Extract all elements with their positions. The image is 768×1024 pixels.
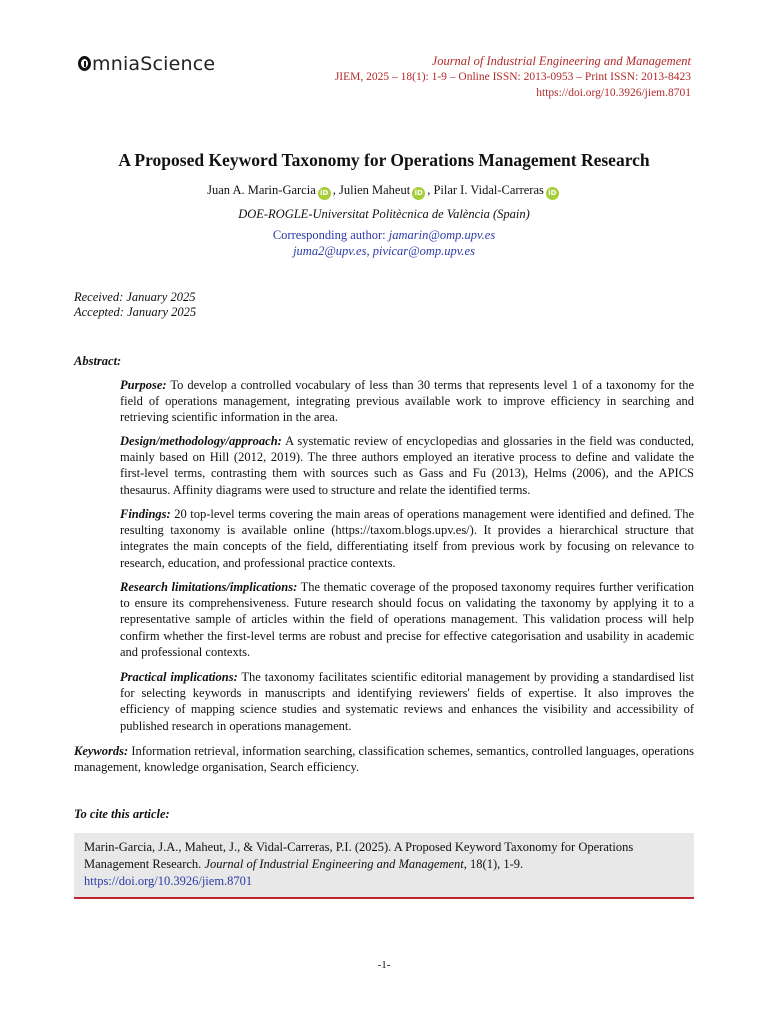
page-number: -1- bbox=[377, 959, 391, 971]
article-title: A Proposed Keyword Taxonomy for Operations Management Research bbox=[118, 150, 650, 170]
author-name: , Julien Maheut bbox=[332, 183, 411, 197]
section-text: 20 top-level terms covering the main areas of operations management were identified and defined. The resulting taxonomy is available online (https://taxom.blogs.upv.es/). It provides a hierarchical structure that integrates the main concepts of the field, differentiating itself from previous work by focusing on relevance to research, education, and professional practice contexts. bbox=[120, 507, 694, 570]
section-text: The taxonomy facilitates scientific editorial management by providing a standardised list for selecting keywords in manuscripts and identifying reviewers' fields of expertise. It also improves the efficiency of mapping science studies and systematic reviews and enhances the visibility and accessibility of published research in operations management. bbox=[120, 670, 694, 733]
section-label: Design/methodology/approach: bbox=[120, 434, 282, 448]
citation-journal: Journal of Industrial Engineering and Management bbox=[204, 857, 464, 871]
section-label: Research limitations/implications: bbox=[120, 580, 298, 594]
corresponding-author bbox=[0, 227, 768, 259]
keywords bbox=[74, 743, 694, 775]
section-label: Practical implications: bbox=[120, 670, 238, 684]
journal-issue: JIEM, 2025 – 18(1): 1-9 – Online ISSN: 2013-0953 – Print ISSN: 2013-8423 bbox=[334, 71, 691, 83]
journal-doi-link[interactable]: https://doi.org/10.3926/jiem.8701 bbox=[536, 87, 691, 99]
journal-info bbox=[335, 53, 691, 101]
corresponding-label: Corresponding author: bbox=[272, 228, 386, 242]
abstract-heading: Abstract: bbox=[74, 354, 122, 368]
abstract-findings bbox=[120, 506, 694, 571]
citation-doi-link[interactable]: https://doi.org/10.3926/jiem.8701 bbox=[84, 874, 253, 888]
publisher-logo bbox=[78, 53, 215, 75]
abstract-purpose bbox=[120, 377, 694, 426]
citation-authors: Marin-Garcia, J.A., Maheut, J., & Vidal-Carreras, P.I. (2025). A Proposed Keyword Taxonomy for Operations Management Research. bbox=[84, 840, 634, 871]
orcid-icon[interactable]: iD bbox=[412, 187, 425, 200]
section-label: Purpose: bbox=[120, 378, 167, 392]
other-emails-link[interactable]: juma2@upv.es, pivicar@omp.upv.es bbox=[293, 244, 475, 258]
section-label: Findings: bbox=[120, 507, 171, 521]
received-date: Received: January 2025 bbox=[74, 290, 196, 304]
journal-name: Journal of Industrial Engineering and Management bbox=[431, 54, 691, 68]
author-name: , Pilar I. Vidal-Carreras bbox=[427, 183, 544, 197]
orcid-icon[interactable]: iD bbox=[546, 187, 559, 200]
author-list bbox=[0, 183, 768, 200]
abstract-design bbox=[120, 433, 694, 498]
affiliation: DOE-ROGLE-Universitat Politècnica de València (Spain) bbox=[238, 207, 530, 221]
citation-box bbox=[74, 833, 694, 899]
abstract-practical bbox=[120, 669, 694, 734]
accepted-date: Accepted: January 2025 bbox=[74, 305, 197, 319]
article-dates bbox=[74, 290, 196, 320]
section-text: A systematic review of encyclopedias and glossaries in the field was conducted, mainly based on Hill (2012, 2019). The three authors employed an iterative process to define and validate the first-level terms, contrasting them with sources such as Gass and Fu (2013), Helms (2006), and the APICS thesaurus. Affinity diagrams were used to structure and relate the identified terms. bbox=[120, 434, 694, 497]
keywords-label: Keywords: bbox=[74, 744, 129, 758]
corresponding-email-link[interactable]: jamarin@omp.upv.es bbox=[388, 228, 496, 242]
section-text: The thematic coverage of the proposed taxonomy requires further verification to ensure its comprehensiveness. Future research should focus on validating the taxonomy by applying it to a representative sample of articles within the field of operations management. This validation process will help confirm whether the first-level terms are robust and precise for effective categorisation and usability in academic and professional contexts. bbox=[120, 580, 694, 659]
omniascience-logo-icon bbox=[78, 56, 91, 71]
cite-heading: To cite this article: bbox=[74, 807, 170, 821]
keywords-text: Information retrieval, information searching, classification schemes, semantics, controlled languages, operations management, knowledge organisation, Search efficiency. bbox=[74, 744, 694, 775]
orcid-icon[interactable]: iD bbox=[318, 187, 331, 200]
author-name: Juan A. Marin-Garcia bbox=[207, 183, 316, 197]
section-text: To develop a controlled vocabulary of less than 30 terms that represents level 1 of a taxonomy for the field of operations management, integrating previous available work to improve efficiency in searching and retrieving scientific information in the area. bbox=[120, 378, 694, 425]
publisher-name: mniaScience bbox=[92, 53, 216, 75]
abstract-limitations bbox=[120, 579, 694, 660]
citation-volume: , 18(1), 1-9. bbox=[463, 857, 524, 871]
